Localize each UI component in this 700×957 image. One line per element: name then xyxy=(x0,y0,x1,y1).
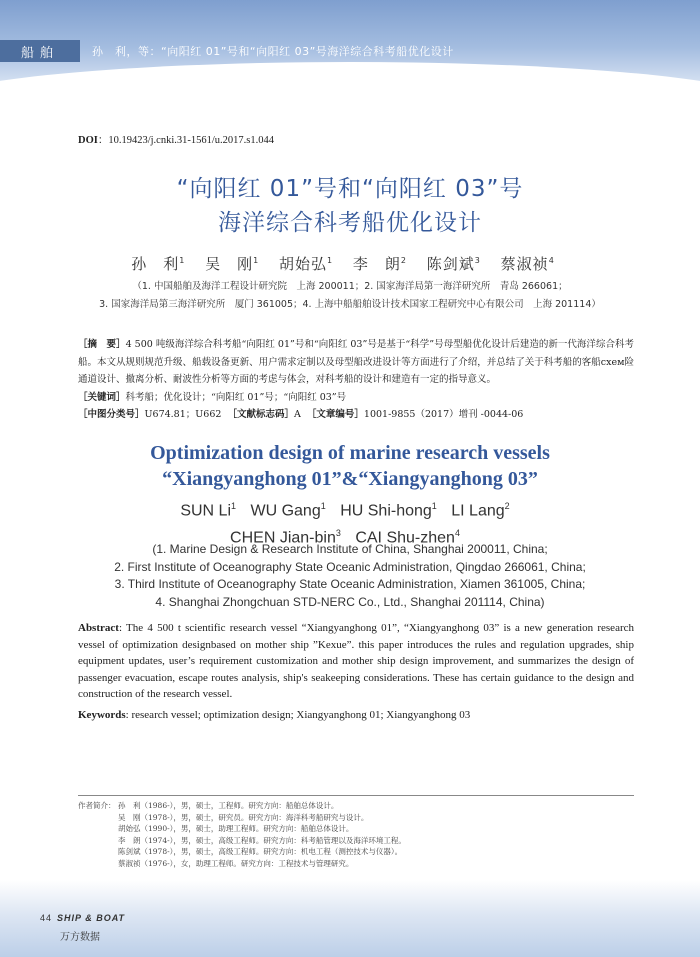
cn-author: 胡始弘 xyxy=(279,255,328,273)
cn-author: 陈剑斌 xyxy=(426,255,475,273)
bio-row xyxy=(78,858,634,870)
cn-author-sup: 2 xyxy=(400,256,407,265)
cn-author-sup: 4 xyxy=(548,256,555,265)
en-author-sup: 1 xyxy=(231,501,237,511)
footnote-divider xyxy=(78,795,634,796)
section-tag: 船舶 xyxy=(0,40,80,62)
author-bios xyxy=(78,800,634,869)
journal-name: SHIP & BOAT xyxy=(57,913,126,923)
cn-author-sup: 1 xyxy=(327,256,334,265)
wanfang-logo-text: 万方数据 xyxy=(60,932,100,943)
bio-row xyxy=(78,812,634,824)
cn-keywords-text: 科考船；优化设计；“向阳红 01”号；“向阳红 03”号 xyxy=(125,391,347,403)
cn-abstract-label: ［摘 要］ xyxy=(78,339,126,350)
en-affil-line: (1. Marine Design & Research Institute of China, Shanghai 200011, China; xyxy=(152,542,548,556)
en-author: WU Gang xyxy=(250,502,321,520)
chinese-abstract-block xyxy=(78,336,634,424)
en-author: HU Shi-hong xyxy=(340,502,432,520)
en-author-sup: 1 xyxy=(431,501,437,511)
english-abstract xyxy=(78,620,634,703)
chinese-title-line-2: 海洋综合科考船优化设计 xyxy=(218,210,482,236)
bio-row xyxy=(78,835,634,847)
chinese-classification xyxy=(78,406,634,424)
doc-code-label: ［文献标志码］ xyxy=(227,409,294,420)
bio-text: 孙 利（1986-），男，硕士，工程师。研究方向：船舶总体设计。 xyxy=(118,801,339,810)
doi-value: ：10.19423/j.cnki.31-1561/u.2017.s1.044 xyxy=(97,135,275,146)
bio-row xyxy=(78,846,634,858)
chinese-title-line-1: “向阳红 01”号和“向阳红 03”号 xyxy=(176,176,524,202)
en-abstract-text: : The 4 500 t scientific research vessel “Xiangyanghong 01”, “Xiangyanghong 03” is a new generation research vessel of optimization designbased on mother ship ”Kexue”. this paper introduces the rules and regulation upgrades, ship equipment updates, user’s requirement customization and mother ship design improvement, and summarizes the design of passenger evacuation, escape routes analysis, ship's seakeeping considerations. These has certain guidance to the design and construction of the research vessel. xyxy=(78,622,634,700)
running-title: 孙 利，等：“向阳红 01”号和“向阳红 03”号海洋综合科考船优化设计 xyxy=(92,45,454,58)
en-keywords-text: : research vessel; optimization design; Xiangyanghong 01; Xiangyanghong 03 xyxy=(125,709,471,721)
running-header xyxy=(0,40,700,62)
en-author: CAI Shu-zhen xyxy=(355,529,455,547)
chinese-authors xyxy=(0,253,700,274)
chinese-title xyxy=(0,172,700,240)
cn-affil-line-1: （1. 中国船舶及海洋工程设计研究院 上海 200011；2. 国家海洋局第一海洋研究所 青岛 266061； xyxy=(132,281,568,292)
bio-text: 蔡淑祯（1976-），女，助理工程师。研究方向：工程技术与管理研究。 xyxy=(118,858,354,868)
page-footer xyxy=(40,913,125,923)
en-author: SUN Li xyxy=(180,502,231,520)
english-keywords xyxy=(78,709,634,721)
english-title-line-2: “Xiangyanghong 01”&“Xiangyanghong 03” xyxy=(162,468,538,490)
en-author: CHEN Jian-bin xyxy=(230,529,336,547)
en-keywords-label: Keywords xyxy=(78,709,126,721)
en-abstract-label: Abstract xyxy=(78,622,119,634)
cn-author: 吴 刚 xyxy=(205,255,254,273)
en-author: LI Lang xyxy=(451,502,505,520)
chinese-keywords xyxy=(78,389,634,407)
en-affil-line: 3. Third Institute of Oceanography State Oceanic Administration, Xiamen 361005, China; xyxy=(114,577,586,591)
doi-line xyxy=(78,132,274,147)
bio-text: 胡始弘（1990-），男，硕士，助理工程师。研究方向：船舶总体设计。 xyxy=(118,824,354,833)
article-no-label: ［文章编号］ xyxy=(306,409,364,420)
en-author-sup: 1 xyxy=(320,501,326,511)
english-title xyxy=(0,440,700,492)
english-authors-line-1 xyxy=(0,495,700,522)
clc-text: U674.81；U662 xyxy=(144,409,222,420)
cn-author: 蔡淑祯 xyxy=(500,255,549,273)
cn-affil-line-2: 3. 国家海洋局第三海洋研究所 厦门 361005；4. 上海中船船舶设计技术国家工程研究中心有限公司 上海 201114） xyxy=(99,299,601,310)
chinese-abstract xyxy=(78,336,634,389)
chinese-affiliations xyxy=(0,278,700,314)
en-author-sup: 3 xyxy=(335,528,341,539)
page-number: 44 xyxy=(40,913,53,923)
cn-keywords-label: ［关键词］ xyxy=(78,391,126,403)
cn-author-sup: 3 xyxy=(474,256,481,265)
bio-row xyxy=(78,823,634,835)
cn-author-sup: 1 xyxy=(253,256,260,265)
en-affil-line: 4. Shanghai Zhongchuan STD-NERC Co., Ltd., Shanghai 201114, China) xyxy=(155,594,545,609)
english-title-line-1: Optimization design of marine research vessels xyxy=(150,442,550,464)
clc-label: ［中图分类号］ xyxy=(78,409,145,420)
bio-row xyxy=(78,800,634,812)
doi-label: DOI xyxy=(78,135,98,146)
cn-author-sup: 1 xyxy=(179,256,186,265)
en-author-sup: 4 xyxy=(454,528,460,539)
english-affiliations xyxy=(0,541,700,611)
bio-text: 李 朗（1974-），男，硕士，高级工程师。研究方向：科考船管理以及海洋环境工程。 xyxy=(118,835,406,845)
bio-text: 吴 刚（1978-），男，硕士，研究员。研究方向：海洋科考船研究与设计。 xyxy=(118,812,369,822)
cn-author: 李 朗 xyxy=(352,255,401,273)
article-no-text: 1001-9855（2017）增刊 -0044-06 xyxy=(363,409,524,420)
cn-abstract-text: 4 500 吨级海洋综合科考船“向阳红 01”号和“向阳红 03”号是基于“科学”号母型船优化设计后建造的新一代海洋综合科考船。本文从规则规范升级、船载设备更新、用户需求定制以及母型船改进设计等方面进行了介绍，并总结了关于科考船的客船схем险通道设计、撤离分析、耐波性分析等方面的考虑与体会，对科考船的设计和建造有一定的指导意义。 xyxy=(78,339,634,385)
en-author-sup: 2 xyxy=(504,501,510,511)
bio-label: 作者简介： xyxy=(78,801,116,810)
bio-text: 陈剑斌（1978-），男，硕士，高级工程师。研究方向：机电工程（测控技术与仪器）。 xyxy=(118,847,403,856)
cn-author: 孙 利 xyxy=(131,255,180,273)
doc-code-text: A xyxy=(293,409,301,420)
en-affil-line: 2. First Institute of Oceanography State Oceanic Administration, Qingdao 266061, China; xyxy=(114,559,586,574)
